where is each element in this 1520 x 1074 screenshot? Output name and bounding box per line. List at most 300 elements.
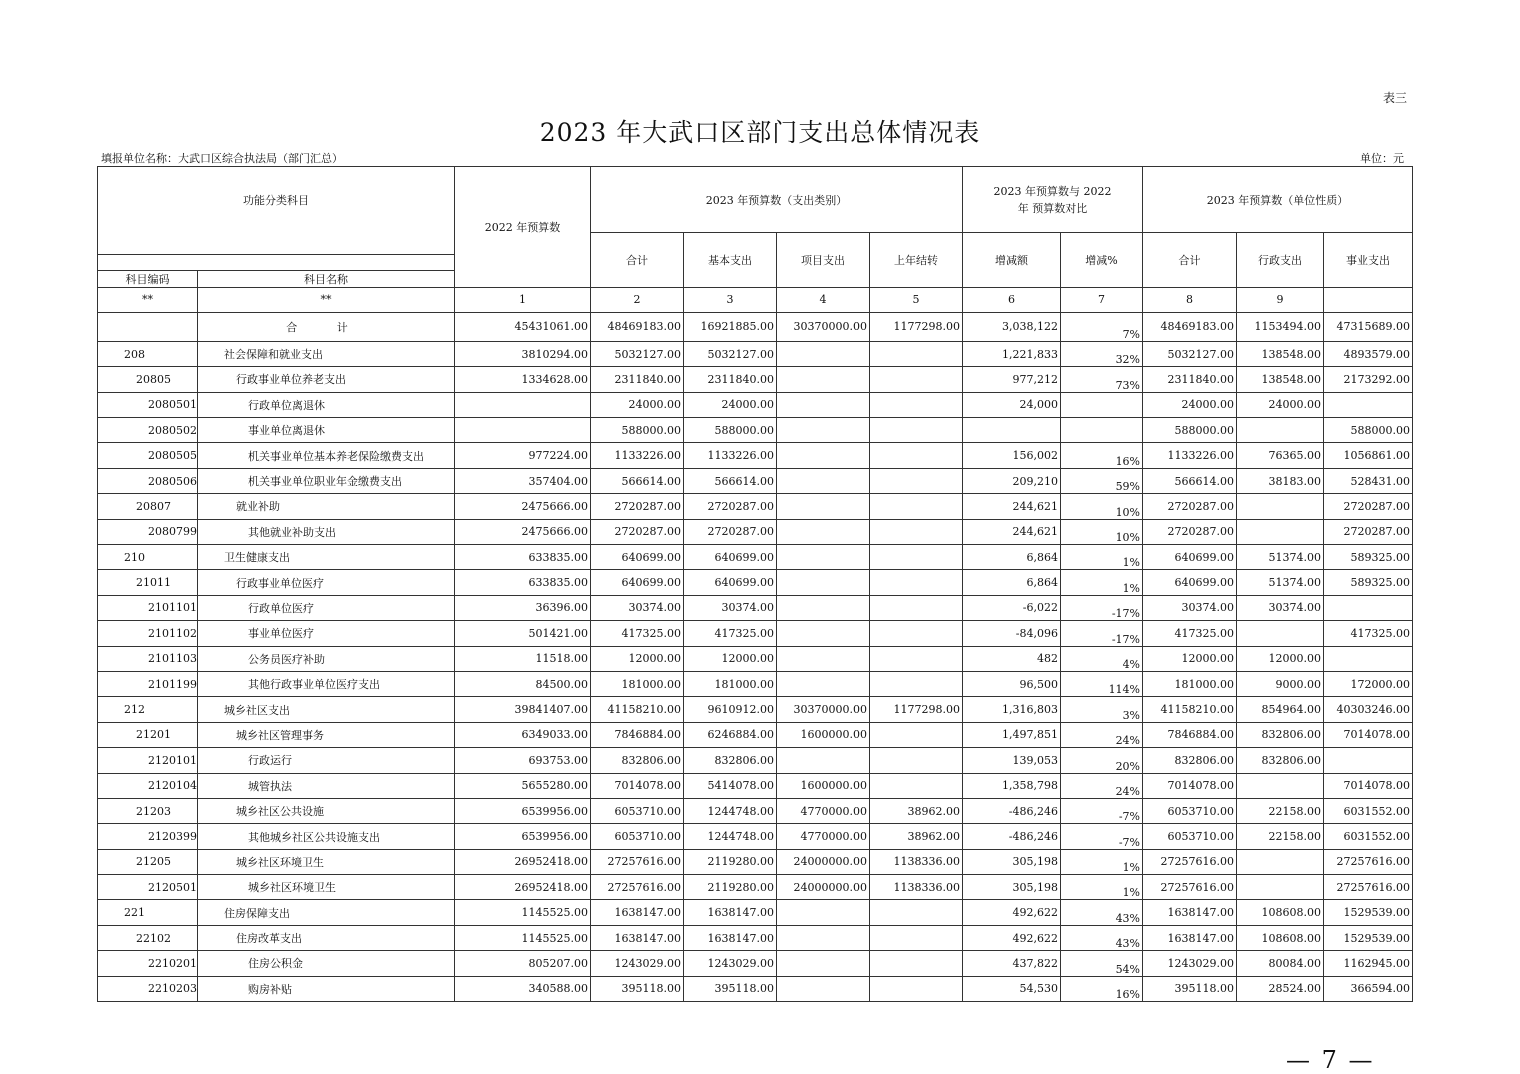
cell-basic: 566614.00: [684, 468, 777, 493]
cell-inst: 2720287.00: [1324, 494, 1413, 519]
cell-chg: 1,497,851: [963, 722, 1061, 747]
cell-pct: 114%: [1061, 671, 1143, 696]
cell-t2: 566614.00: [1143, 468, 1237, 493]
cell-basic: 1638147.00: [684, 925, 777, 950]
cell-total: 6053710.00: [591, 824, 684, 849]
cell-b2022: 693753.00: [455, 748, 591, 773]
cell-name: 就业补助: [198, 494, 455, 519]
cell-code: 212: [98, 697, 198, 722]
cell-total: 2720287.00: [591, 494, 684, 519]
cell-project: [777, 925, 870, 950]
header-admin: 行政支出: [1237, 233, 1324, 288]
cell-code: 2101101: [98, 595, 198, 620]
cell-basic: 181000.00: [684, 671, 777, 696]
cell-admin: 138548.00: [1237, 367, 1324, 392]
header-basic: 基本支出: [684, 233, 777, 288]
index-cell: 8: [1143, 287, 1237, 312]
cell-inst: 1529539.00: [1324, 900, 1413, 925]
cell-carry: [870, 341, 963, 366]
cell-inst: 417325.00: [1324, 621, 1413, 646]
cell-code: 20807: [98, 494, 198, 519]
cell-total: 395118.00: [591, 976, 684, 1001]
table-row: [98, 312, 1413, 341]
index-cell: 1: [455, 287, 591, 312]
cell-b2022: 6539956.00: [455, 798, 591, 823]
cell-inst: 6031552.00: [1324, 824, 1413, 849]
table-row: [98, 722, 1413, 747]
index-cell: 6: [963, 287, 1061, 312]
cell-b2022: 805207.00: [455, 951, 591, 976]
cell-inst: 172000.00: [1324, 671, 1413, 696]
cell-project: [777, 976, 870, 1001]
cell-inst: 2173292.00: [1324, 367, 1413, 392]
cell-inst: [1324, 392, 1413, 417]
cell-project: [777, 748, 870, 773]
cell-carry: [870, 595, 963, 620]
table-row: [98, 671, 1413, 696]
cell-name: 行政事业单位医疗: [198, 570, 455, 595]
cell-chg: 139,053: [963, 748, 1061, 773]
cell-carry: [870, 773, 963, 798]
table-row: [98, 875, 1413, 900]
cell-carry: [870, 925, 963, 950]
cell-basic: 5414078.00: [684, 773, 777, 798]
table-row: [98, 697, 1413, 722]
cell-admin: 28524.00: [1237, 976, 1324, 1001]
cell-code: 2120104: [98, 773, 198, 798]
cell-carry: [870, 621, 963, 646]
cell-project: 24000000.00: [777, 875, 870, 900]
cell-project: [777, 443, 870, 468]
cell-admin: 108608.00: [1237, 925, 1324, 950]
cell-name: 住房改革支出: [198, 925, 455, 950]
cell-b2022: 36396.00: [455, 595, 591, 620]
cell-project: 30370000.00: [777, 697, 870, 722]
cell-b2022: 11518.00: [455, 646, 591, 671]
cell-code: 2101199: [98, 671, 198, 696]
cell-basic: 16921885.00: [684, 312, 777, 341]
cell-name: 城乡社区环境卫生: [198, 849, 455, 874]
header-by-unit: 2023 年预算数（单位性质）: [1143, 167, 1413, 233]
table-row: [98, 748, 1413, 773]
cell-admin: 22158.00: [1237, 798, 1324, 823]
header-public-inst: 事业支出: [1324, 233, 1413, 288]
cell-name: 社会保障和就业支出: [198, 341, 455, 366]
cell-chg: [963, 418, 1061, 443]
cell-code: 21203: [98, 798, 198, 823]
cell-pct: 1%: [1061, 545, 1143, 570]
cell-chg: 1,221,833: [963, 341, 1061, 366]
cell-total: 41158210.00: [591, 697, 684, 722]
cell-total: 832806.00: [591, 748, 684, 773]
cell-basic: 2720287.00: [684, 494, 777, 519]
cell-basic: 1638147.00: [684, 900, 777, 925]
cell-total: 1638147.00: [591, 925, 684, 950]
cell-admin: [1237, 418, 1324, 443]
cell-name: 行政单位离退休: [198, 392, 455, 417]
cell-total: 24000.00: [591, 392, 684, 417]
table-row: [98, 595, 1413, 620]
cell-basic: 6246884.00: [684, 722, 777, 747]
cell-basic: 12000.00: [684, 646, 777, 671]
cell-inst: 27257616.00: [1324, 849, 1413, 874]
expenditure-table: [97, 166, 1413, 1002]
cell-chg: -84,096: [963, 621, 1061, 646]
cell-name: 机关事业单位职业年金缴费支出: [198, 468, 455, 493]
cell-admin: 51374.00: [1237, 570, 1324, 595]
cell-pct: 3%: [1061, 697, 1143, 722]
cell-code: 210: [98, 545, 198, 570]
cell-name: 城乡社区支出: [198, 697, 455, 722]
cell-basic: 640699.00: [684, 570, 777, 595]
cell-name: 城乡社区公共设施: [198, 798, 455, 823]
table-row: [98, 545, 1413, 570]
cell-total: 6053710.00: [591, 798, 684, 823]
cell-name: 城乡社区管理事务: [198, 722, 455, 747]
cell-project: [777, 671, 870, 696]
cell-b2022: 45431061.00: [455, 312, 591, 341]
cell-inst: 366594.00: [1324, 976, 1413, 1001]
cell-total: 27257616.00: [591, 849, 684, 874]
table-row: [98, 392, 1413, 417]
cell-code: 2080799: [98, 519, 198, 544]
cell-admin: 108608.00: [1237, 900, 1324, 925]
cell-pct: 24%: [1061, 773, 1143, 798]
cell-name: 城乡社区环境卫生: [198, 875, 455, 900]
cell-carry: [870, 392, 963, 417]
header-compare-line2: 年 预算数对比: [1017, 201, 1088, 215]
cell-t2: 6053710.00: [1143, 824, 1237, 849]
cell-b2022: [455, 418, 591, 443]
header-project: 项目支出: [777, 233, 870, 288]
cell-basic: 395118.00: [684, 976, 777, 1001]
cell-pct: 73%: [1061, 367, 1143, 392]
table-row: [98, 976, 1413, 1001]
cell-admin: 51374.00: [1237, 545, 1324, 570]
cell-total: 1638147.00: [591, 900, 684, 925]
cell-basic: 2311840.00: [684, 367, 777, 392]
cell-name: 住房公积金: [198, 951, 455, 976]
cell-inst: 7014078.00: [1324, 722, 1413, 747]
cell-chg: 1,358,798: [963, 773, 1061, 798]
cell-inst: 47315689.00: [1324, 312, 1413, 341]
cell-pct: 1%: [1061, 875, 1143, 900]
table-row: [98, 443, 1413, 468]
cell-t2: 1133226.00: [1143, 443, 1237, 468]
cell-b2022: 1145525.00: [455, 925, 591, 950]
index-cell: 4: [777, 287, 870, 312]
cell-basic: 640699.00: [684, 545, 777, 570]
cell-name: 合 计: [198, 312, 455, 341]
cell-project: 30370000.00: [777, 312, 870, 341]
table-row: [98, 824, 1413, 849]
cell-admin: 22158.00: [1237, 824, 1324, 849]
cell-code: 2210203: [98, 976, 198, 1001]
cell-code: 22102: [98, 925, 198, 950]
cell-b2022: 501421.00: [455, 621, 591, 646]
cell-name: 行政事业单位养老支出: [198, 367, 455, 392]
cell-basic: 1244748.00: [684, 824, 777, 849]
cell-t2: 48469183.00: [1143, 312, 1237, 341]
header-row-1: [98, 167, 1413, 233]
cell-admin: 9000.00: [1237, 671, 1324, 696]
table-row: [98, 798, 1413, 823]
header-carryover: 上年结转: [870, 233, 963, 288]
cell-t2: 6053710.00: [1143, 798, 1237, 823]
cell-pct: 43%: [1061, 900, 1143, 925]
cell-t2: 5032127.00: [1143, 341, 1237, 366]
cell-b2022: 1145525.00: [455, 900, 591, 925]
cell-carry: [870, 367, 963, 392]
cell-inst: 4893579.00: [1324, 341, 1413, 366]
cell-admin: 138548.00: [1237, 341, 1324, 366]
cell-project: 24000000.00: [777, 849, 870, 874]
cell-carry: 1138336.00: [870, 875, 963, 900]
index-cell: **: [98, 287, 198, 312]
header-func-category: 功能分类科目: [98, 167, 455, 233]
cell-pct: -7%: [1061, 798, 1143, 823]
cell-project: [777, 392, 870, 417]
cell-chg: 492,622: [963, 925, 1061, 950]
header-change-pct: 增减%: [1061, 233, 1143, 288]
cell-total: 640699.00: [591, 570, 684, 595]
cell-inst: 588000.00: [1324, 418, 1413, 443]
page-title: 2023 年大武口区部门支出总体情况表: [539, 118, 981, 147]
cell-total: 12000.00: [591, 646, 684, 671]
cell-carry: [870, 494, 963, 519]
cell-admin: [1237, 519, 1324, 544]
cell-basic: 9610912.00: [684, 697, 777, 722]
cell-project: [777, 519, 870, 544]
cell-project: [777, 570, 870, 595]
index-cell: [1324, 287, 1413, 312]
cell-project: [777, 545, 870, 570]
cell-carry: [870, 570, 963, 595]
cell-t2: 41158210.00: [1143, 697, 1237, 722]
cell-admin: 38183.00: [1237, 468, 1324, 493]
cell-project: [777, 367, 870, 392]
cell-basic: 832806.00: [684, 748, 777, 773]
cell-code: 21011: [98, 570, 198, 595]
cell-t2: 12000.00: [1143, 646, 1237, 671]
index-cell: 5: [870, 287, 963, 312]
cell-inst: [1324, 595, 1413, 620]
cell-basic: 588000.00: [684, 418, 777, 443]
cell-project: [777, 621, 870, 646]
cell-pct: -17%: [1061, 595, 1143, 620]
cell-pct: 16%: [1061, 976, 1143, 1001]
cell-t2: 2720287.00: [1143, 519, 1237, 544]
cell-name: 卫生健康支出: [198, 545, 455, 570]
cell-basic: 30374.00: [684, 595, 777, 620]
cell-project: [777, 595, 870, 620]
cell-total: 181000.00: [591, 671, 684, 696]
cell-chg: 305,198: [963, 849, 1061, 874]
cell-b2022: 26952418.00: [455, 875, 591, 900]
header-total-2: 合计: [1143, 233, 1237, 288]
cell-code: 2080502: [98, 418, 198, 443]
table-row: [98, 900, 1413, 925]
cell-code: 221: [98, 900, 198, 925]
cell-project: [777, 341, 870, 366]
cell-b2022: 84500.00: [455, 671, 591, 696]
cell-b2022: 340588.00: [455, 976, 591, 1001]
index-cell: 3: [684, 287, 777, 312]
table-row: [98, 519, 1413, 544]
cell-carry: [870, 443, 963, 468]
cell-t2: 640699.00: [1143, 545, 1237, 570]
cell-b2022: 5655280.00: [455, 773, 591, 798]
cell-code: 20805: [98, 367, 198, 392]
cell-code: [98, 312, 198, 341]
cell-project: 4770000.00: [777, 798, 870, 823]
cell-code: 21205: [98, 849, 198, 874]
cell-inst: [1324, 748, 1413, 773]
cell-total: 48469183.00: [591, 312, 684, 341]
cell-chg: 6,864: [963, 545, 1061, 570]
table-row: [98, 951, 1413, 976]
cell-b2022: 2475666.00: [455, 494, 591, 519]
header-row-2: [98, 233, 1413, 271]
cell-t2: 30374.00: [1143, 595, 1237, 620]
cell-total: 7846884.00: [591, 722, 684, 747]
cell-pct: 1%: [1061, 849, 1143, 874]
index-row: [98, 287, 1413, 312]
table-row: [98, 621, 1413, 646]
cell-code: 2080501: [98, 392, 198, 417]
cell-name: 事业单位离退休: [198, 418, 455, 443]
cell-chg: 244,621: [963, 494, 1061, 519]
cell-total: 27257616.00: [591, 875, 684, 900]
cell-b2022: 357404.00: [455, 468, 591, 493]
cell-b2022: 633835.00: [455, 545, 591, 570]
cell-admin: 12000.00: [1237, 646, 1324, 671]
index-cell: 7: [1061, 287, 1143, 312]
cell-code: 2120101: [98, 748, 198, 773]
cell-total: 588000.00: [591, 418, 684, 443]
cell-pct: 16%: [1061, 443, 1143, 468]
cell-project: [777, 646, 870, 671]
cell-carry: 1138336.00: [870, 849, 963, 874]
cell-pct: 43%: [1061, 925, 1143, 950]
cell-t2: 24000.00: [1143, 392, 1237, 417]
cell-pct: 32%: [1061, 341, 1143, 366]
cell-pct: 10%: [1061, 519, 1143, 544]
cell-b2022: 6349033.00: [455, 722, 591, 747]
cell-basic: 1243029.00: [684, 951, 777, 976]
cell-chg: 54,530: [963, 976, 1061, 1001]
cell-code: 2210201: [98, 951, 198, 976]
cell-chg: -486,246: [963, 798, 1061, 823]
cell-project: [777, 418, 870, 443]
header-subject-name: 科目名称: [198, 270, 455, 287]
cell-chg: 156,002: [963, 443, 1061, 468]
header-total: 合计: [591, 233, 684, 288]
cell-carry: [870, 951, 963, 976]
cell-code: 21201: [98, 722, 198, 747]
cell-admin: [1237, 849, 1324, 874]
table-row: [98, 468, 1413, 493]
cell-name: 其他城乡社区公共设施支出: [198, 824, 455, 849]
table-row: [98, 849, 1413, 874]
cell-project: 1600000.00: [777, 773, 870, 798]
cell-code: 208: [98, 341, 198, 366]
cell-pct: 10%: [1061, 494, 1143, 519]
cell-carry: [870, 519, 963, 544]
cell-chg: 3,038,122: [963, 312, 1061, 341]
cell-chg: 437,822: [963, 951, 1061, 976]
cell-pct: 7%: [1061, 312, 1143, 341]
cell-basic: 417325.00: [684, 621, 777, 646]
cell-project: [777, 468, 870, 493]
cell-basic: 2119280.00: [684, 849, 777, 874]
cell-t2: 7846884.00: [1143, 722, 1237, 747]
cell-pct: 1%: [1061, 570, 1143, 595]
cell-inst: 40303246.00: [1324, 697, 1413, 722]
cell-inst: 7014078.00: [1324, 773, 1413, 798]
cell-pct: -17%: [1061, 621, 1143, 646]
cell-admin: 832806.00: [1237, 722, 1324, 747]
cell-t2: 1243029.00: [1143, 951, 1237, 976]
cell-admin: [1237, 875, 1324, 900]
cell-project: [777, 951, 870, 976]
cell-b2022: 39841407.00: [455, 697, 591, 722]
cell-t2: 640699.00: [1143, 570, 1237, 595]
cell-code: 2120501: [98, 875, 198, 900]
cell-t2: 395118.00: [1143, 976, 1237, 1001]
cell-admin: 76365.00: [1237, 443, 1324, 468]
cell-total: 2720287.00: [591, 519, 684, 544]
currency-unit: 单位：元: [1360, 152, 1404, 165]
cell-total: 417325.00: [591, 621, 684, 646]
cell-chg: 482: [963, 646, 1061, 671]
cell-carry: [870, 748, 963, 773]
cell-basic: 1133226.00: [684, 443, 777, 468]
cell-carry: 38962.00: [870, 798, 963, 823]
cell-pct: [1061, 392, 1143, 417]
cell-admin: 832806.00: [1237, 748, 1324, 773]
cell-code: 2101102: [98, 621, 198, 646]
cell-code: 2080505: [98, 443, 198, 468]
table-row: [98, 341, 1413, 366]
cell-t2: 27257616.00: [1143, 849, 1237, 874]
table-row: [98, 367, 1413, 392]
cell-admin: 854964.00: [1237, 697, 1324, 722]
cell-inst: 589325.00: [1324, 570, 1413, 595]
cell-total: 1133226.00: [591, 443, 684, 468]
header-compare-line1: 2023 年预算数与 2022: [993, 184, 1112, 198]
cell-basic: 5032127.00: [684, 341, 777, 366]
cell-inst: 528431.00: [1324, 468, 1413, 493]
cell-inst: 2720287.00: [1324, 519, 1413, 544]
cell-b2022: [455, 392, 591, 417]
header-by-type: 2023 年预算数（支出类别）: [591, 167, 963, 233]
cell-chg: 96,500: [963, 671, 1061, 696]
cell-pct: 4%: [1061, 646, 1143, 671]
cell-admin: 80084.00: [1237, 951, 1324, 976]
cell-chg: 1,316,803: [963, 697, 1061, 722]
cell-chg: 24,000: [963, 392, 1061, 417]
cell-project: 1600000.00: [777, 722, 870, 747]
cell-carry: 1177298.00: [870, 312, 963, 341]
cell-code: 2120399: [98, 824, 198, 849]
index-cell: 2: [591, 287, 684, 312]
cell-name: 其他行政事业单位医疗支出: [198, 671, 455, 696]
cell-project: [777, 494, 870, 519]
cell-t2: 2720287.00: [1143, 494, 1237, 519]
cell-carry: [870, 722, 963, 747]
page-number: — 7 —: [1286, 1046, 1375, 1074]
